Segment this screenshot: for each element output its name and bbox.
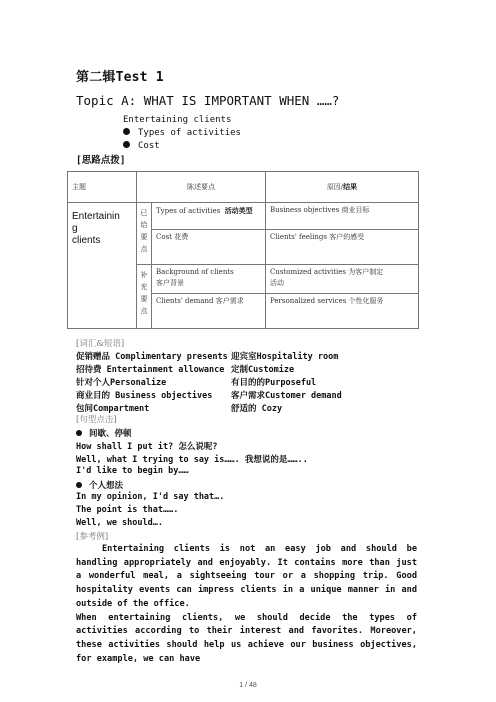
- point-cell: Cost 花费: [152, 230, 266, 265]
- table-header-row: [68, 172, 419, 203]
- sentence-bullet: 个人想法: [76, 479, 123, 491]
- paragraph: When entertaining clients, we should decide the types of activities according to their interest and favorites. Moreover, these activities should help us achieve our business objectives, for example, we can have: [76, 612, 417, 664]
- bullet-icon: [76, 482, 82, 488]
- sentence-line: The point is that…….: [76, 505, 179, 515]
- reason-cell: Personalized services 个性化服务: [266, 294, 419, 329]
- reason-cell: Customized activities 为客户制定 活动: [266, 265, 419, 294]
- bullet-icon: [123, 141, 130, 148]
- vocab-label: [词汇&短语]: [76, 339, 125, 349]
- sentence-line: How shall I put it? 怎么说呢?: [76, 442, 218, 452]
- topic-heading: Topic A: WHAT IS IMPORTANT WHEN ……?: [76, 93, 340, 108]
- sentence-bullet: 间歇、停顿: [76, 427, 132, 439]
- sentence-label: [句型点击]: [76, 415, 117, 425]
- bullet-icon: [123, 128, 130, 135]
- group-label-given: 已 给 要 点: [137, 203, 152, 265]
- sentence-line: I'd like to begin by……: [76, 466, 189, 476]
- vocab-row: 针对个人Personalize 有目的的Purposeful: [76, 378, 317, 388]
- sentence-line: In my opinion, I'd say that….: [76, 492, 225, 502]
- bullet-icon: [76, 430, 82, 436]
- paragraph: Entertaining clients is not an easy job and should be handling appropriately and enjoyably. It contains more than just a wonderful meal, a sightseeing tour or a shopping trip. Good hospitality events can impress clients in a unique manner in and outside of the office.: [76, 544, 417, 609]
- group-label-added: 补 充 要 点: [137, 265, 152, 329]
- hint-label: [思路点拨]: [76, 155, 126, 166]
- vocab-row: 促销赠品 Complimentary presents 迎宾室Hospitality room: [76, 352, 339, 362]
- point-cell: Background of clients 客户背景: [152, 265, 266, 294]
- point-cell: Clients' demand 客户需求: [152, 294, 266, 329]
- point-cell: Types of activities 活动类型: [152, 203, 266, 230]
- bullet-item: Cost: [123, 141, 160, 151]
- header-points: 陈述要点: [137, 172, 266, 203]
- vocab-row: 商业目的 Business objectives 客户需求Customer demand: [76, 391, 342, 401]
- vocab-row: 招待费 Entertainment allowance 定制Customize: [76, 365, 295, 375]
- table-row: [68, 203, 419, 230]
- vocab-row: 包间Compartment 舒适的 Cozy: [76, 404, 283, 414]
- sentence-line: Well, what I trying to say is……. 我想说的是……..: [76, 455, 308, 465]
- outline-table: [67, 171, 419, 329]
- sentence-line: Well, we should….: [76, 518, 163, 528]
- reason-cell: Business objectives 商业目标: [266, 203, 419, 230]
- example-text: [76, 543, 417, 666]
- example-label: [参考例]: [76, 532, 109, 542]
- bullet-item: Types of activities: [123, 128, 241, 138]
- header-topic: 主题: [68, 172, 137, 203]
- subtopic: Entertaining clients: [123, 115, 232, 125]
- reason-cell: Clients' feelings 客户的感受: [266, 230, 419, 265]
- category-cell: Entertainin g clients: [68, 203, 137, 329]
- header-reason: 原因/结果: [266, 172, 419, 203]
- page-title: 第二辑Test 1: [76, 70, 164, 85]
- page-number: 1 / 48: [239, 682, 257, 689]
